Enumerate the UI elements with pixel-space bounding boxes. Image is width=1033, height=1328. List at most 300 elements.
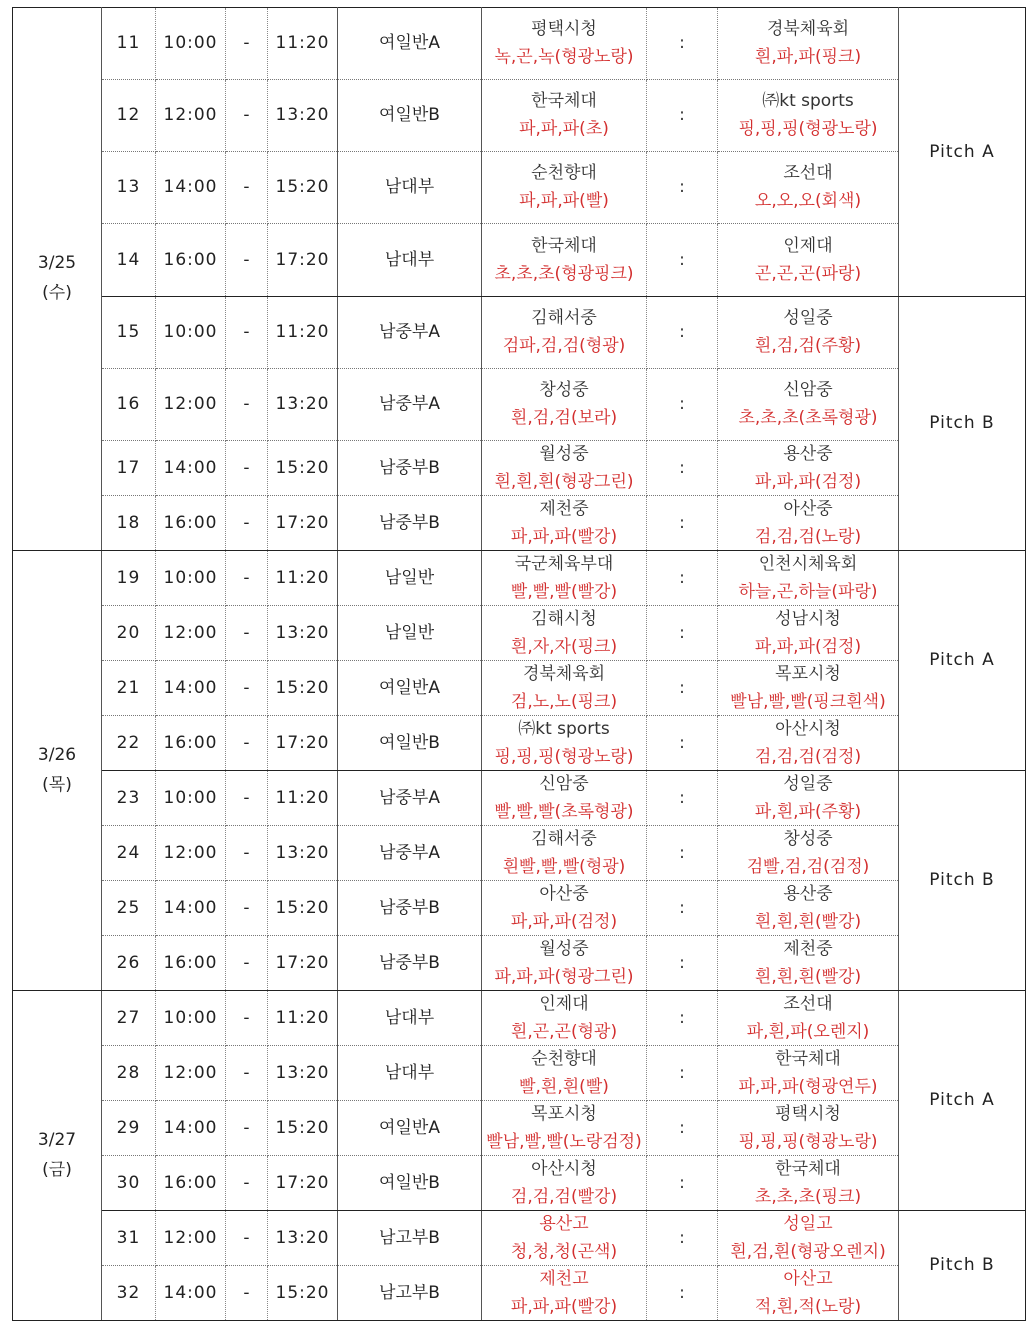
home-team-uniform: 빨,빨,빨(초록형광) [494,801,634,822]
away-team-cell [718,1101,899,1156]
match-row [13,441,1026,496]
match-weekday: (목) [42,774,72,795]
home-team-cell [482,606,647,661]
division: 남중부B [338,936,482,991]
home-team-name: 평택시청 [531,19,597,40]
division: 남대부 [338,991,482,1046]
time-dash: - [226,152,268,224]
start-time: 14:00 [156,881,226,936]
end-time: 15:20 [268,881,338,936]
match-number: 25 [102,881,156,936]
match-date: 3/25 [37,253,77,274]
away-team-uniform: 파,파,파(검정) [754,471,862,492]
away-team-uniform: 흰,파,파(핑크) [754,47,862,67]
end-time: 17:20 [268,224,338,297]
home-team-name: 한국체대 [531,91,597,112]
away-team-name: 성일중 [783,308,833,329]
match-row [13,606,1026,661]
match-row [13,1266,1026,1321]
match-number: 30 [102,1156,156,1211]
away-team-name: 한국체대 [775,1158,841,1179]
away-team-cell [718,661,899,716]
away-team-uniform: 흰,검,검(주황) [754,336,862,356]
end-time: 15:20 [268,661,338,716]
home-team-uniform: 흰,검,검(보라) [510,408,618,428]
pitch-label: Pitch B [899,1211,1026,1321]
away-team-cell [718,224,899,297]
home-team-cell [482,551,647,606]
pitch-label: Pitch A [899,8,1026,297]
home-team-name: 용산고 [539,1213,589,1234]
home-team-uniform: 파,파,파(빨) [519,191,609,211]
home-team-cell [482,80,647,152]
end-time: 17:20 [268,716,338,771]
away-team-uniform: 빨남,빨,빨(핑크흰색) [730,691,886,712]
away-team-name: 창성중 [783,828,833,849]
match-row [13,224,1026,297]
match-number: 27 [102,991,156,1046]
end-time: 17:20 [268,936,338,991]
home-team-uniform: 흰빨,빨,빨(형광) [502,856,626,877]
match-row [13,152,1026,224]
match-date-cell [13,991,102,1321]
match-number: 13 [102,152,156,224]
away-team-uniform: 곤,곤,곤(파랑) [754,263,862,284]
away-team-name: 경북체육회 [766,19,850,40]
versus-separator: : [647,991,718,1046]
away-team-cell [718,771,899,826]
home-team-name: 아산시청 [531,1158,597,1179]
home-team-uniform: 파,파,파(검정) [510,911,618,932]
match-row [13,496,1026,551]
home-team-cell [482,1156,647,1211]
home-team-cell [482,1101,647,1156]
time-dash: - [226,1266,268,1321]
match-number: 28 [102,1046,156,1101]
division: 남대부 [338,1046,482,1101]
pitch-label: Pitch A [899,551,1026,771]
away-team-cell [718,441,899,496]
start-time: 14:00 [156,152,226,224]
match-number: 22 [102,716,156,771]
match-date-cell [13,551,102,991]
home-team-cell [482,936,647,991]
home-team-name: 월성중 [539,443,589,464]
home-team-cell [482,771,647,826]
home-team-cell [482,441,647,496]
start-time: 16:00 [156,224,226,297]
home-team-cell [482,224,647,297]
home-team-uniform: 빨,빨,빨(빨강) [510,581,618,602]
home-team-cell [482,826,647,881]
home-team-name: 순천향대 [531,163,597,184]
away-team-name: 조선대 [783,163,833,184]
away-team-cell [718,606,899,661]
end-time: 13:20 [268,606,338,661]
division: 여일반A [338,8,482,80]
away-team-cell [718,1266,899,1321]
home-team-cell [482,496,647,551]
versus-separator: : [647,297,718,369]
away-team-cell [718,297,899,369]
home-team-name: 아산중 [539,883,589,904]
match-schedule-table [12,7,1026,1321]
home-team-uniform: 흰,곤,곤(형광) [510,1021,618,1042]
versus-separator: : [647,826,718,881]
start-time: 14:00 [156,1101,226,1156]
start-time: 12:00 [156,1211,226,1266]
start-time: 16:00 [156,1156,226,1211]
away-team-name: 인천시체육회 [758,553,858,574]
home-team-name: 한국체대 [531,235,597,256]
home-team-cell [482,1266,647,1321]
time-dash: - [226,936,268,991]
time-dash: - [226,826,268,881]
start-time: 12:00 [156,1046,226,1101]
match-number: 11 [102,8,156,80]
match-number: 26 [102,936,156,991]
away-team-name: 용산중 [783,883,833,904]
start-time: 16:00 [156,496,226,551]
home-team-uniform: 흰,자,자(핑크) [510,636,618,657]
match-weekday: (수) [42,283,72,303]
home-team-name: 월성중 [539,938,589,959]
time-dash: - [226,8,268,80]
time-dash: - [226,369,268,441]
away-team-uniform: 흰,검,흰(형광오렌지) [730,1241,886,1262]
match-row [13,1101,1026,1156]
division: 남일반 [338,606,482,661]
away-team-uniform: 핑,핑,핑(형광노랑) [738,119,878,139]
time-dash: - [226,80,268,152]
away-team-uniform: 핑,핑,핑(형광노랑) [738,1131,878,1152]
away-team-name: 조선대 [783,993,833,1014]
versus-separator: : [647,441,718,496]
start-time: 10:00 [156,8,226,80]
home-team-uniform: 검,검,검(빨강) [510,1186,618,1207]
end-time: 11:20 [268,8,338,80]
away-team-uniform: 검,검,검(검정) [754,746,862,767]
pitch-label: Pitch A [899,991,1026,1211]
start-time: 12:00 [156,369,226,441]
away-team-name: 아산시청 [775,718,841,739]
match-number: 32 [102,1266,156,1321]
start-time: 10:00 [156,297,226,369]
division: 여일반B [338,1156,482,1211]
division: 남중부A [338,826,482,881]
match-number: 16 [102,369,156,441]
start-time: 14:00 [156,441,226,496]
match-number: 20 [102,606,156,661]
time-dash: - [226,1101,268,1156]
away-team-name: 성일고 [783,1213,833,1234]
start-time: 10:00 [156,991,226,1046]
end-time: 11:20 [268,297,338,369]
time-dash: - [226,551,268,606]
time-dash: - [226,606,268,661]
home-team-uniform: 검,노,노(핑크) [510,691,618,712]
home-team-name: 순천향대 [531,1048,597,1069]
away-team-uniform: 초,초,초(초록형광) [738,408,878,428]
away-team-name: 신암중 [783,380,833,401]
away-team-name: 한국체대 [775,1048,841,1069]
start-time: 14:00 [156,1266,226,1321]
end-time: 17:20 [268,1156,338,1211]
match-row [13,826,1026,881]
versus-separator: : [647,224,718,297]
match-row [13,936,1026,991]
time-dash: - [226,1156,268,1211]
division: 여일반B [338,716,482,771]
home-team-cell [482,297,647,369]
match-number: 21 [102,661,156,716]
time-dash: - [226,496,268,551]
away-team-cell [718,369,899,441]
division: 남중부A [338,297,482,369]
match-date: 3/26 [37,744,77,765]
away-team-name: 평택시청 [775,1103,841,1124]
away-team-uniform: 파,파,파(형광연두) [738,1076,878,1097]
away-team-cell [718,8,899,80]
division: 남중부B [338,496,482,551]
away-team-name: 인제대 [783,235,833,256]
versus-separator: : [647,1266,718,1321]
home-team-uniform: 청,청,청(곤색) [510,1241,618,1262]
away-team-cell [718,551,899,606]
time-dash: - [226,661,268,716]
home-team-cell [482,152,647,224]
end-time: 15:20 [268,152,338,224]
division: 남일반 [338,551,482,606]
end-time: 13:20 [268,1211,338,1266]
away-team-uniform: 흰,흰,흰(빨강) [754,966,862,987]
versus-separator: : [647,771,718,826]
match-number: 24 [102,826,156,881]
time-dash: - [226,441,268,496]
match-row [13,80,1026,152]
start-time: 14:00 [156,661,226,716]
away-team-cell [718,80,899,152]
division: 남중부A [338,771,482,826]
away-team-uniform: 파,흰,파(오렌지) [746,1021,870,1042]
away-team-cell [718,1211,899,1266]
home-team-cell [482,716,647,771]
match-date-cell [13,8,102,551]
versus-separator: : [647,1211,718,1266]
match-number: 18 [102,496,156,551]
away-team-name: 용산중 [783,443,833,464]
match-row [13,297,1026,369]
end-time: 15:20 [268,1101,338,1156]
end-time: 15:20 [268,441,338,496]
away-team-cell [718,1046,899,1101]
home-team-cell [482,8,647,80]
end-time: 11:20 [268,551,338,606]
home-team-name: 인제대 [539,993,589,1014]
division: 남중부B [338,441,482,496]
division: 여일반A [338,1101,482,1156]
home-team-name: 신암중 [539,773,589,794]
versus-separator: : [647,8,718,80]
start-time: 10:00 [156,771,226,826]
home-team-uniform: 빨남,빨,빨(노랑검정) [486,1131,642,1152]
versus-separator: : [647,716,718,771]
away-team-uniform: 초,초,초(핑크) [754,1186,862,1207]
away-team-cell [718,1156,899,1211]
division: 남대부 [338,152,482,224]
division: 남중부A [338,369,482,441]
away-team-uniform: 하늘,곤,하늘(파랑) [738,581,878,602]
home-team-uniform: 초,초,초(형광핑크) [494,263,634,284]
home-team-uniform: 핑,핑,핑(형광노랑) [494,746,634,767]
match-number: 15 [102,297,156,369]
home-team-uniform: 파,파,파(빨강) [510,1296,618,1317]
end-time: 17:20 [268,496,338,551]
home-team-uniform: 빨,흰,흰(빨) [519,1076,609,1097]
time-dash: - [226,991,268,1046]
home-team-name: 제천고 [539,1268,589,1289]
pitch-label: Pitch B [899,771,1026,991]
away-team-name: 아산중 [783,498,833,519]
away-team-uniform: 오,오,오(회색) [754,191,862,211]
match-row [13,8,1026,80]
division: 남고부B [338,1266,482,1321]
away-team-uniform: 흰,흰,흰(빨강) [754,911,862,932]
end-time: 15:20 [268,1266,338,1321]
home-team-cell [482,661,647,716]
home-team-uniform: 파,파,파(형광그린) [494,966,634,987]
time-dash: - [226,224,268,297]
away-team-uniform: 검,검,검(노랑) [754,526,862,547]
versus-separator: : [647,661,718,716]
match-number: 17 [102,441,156,496]
match-row [13,661,1026,716]
home-team-name: 국군체육부대 [514,553,614,574]
match-number: 31 [102,1211,156,1266]
division: 남고부B [338,1211,482,1266]
match-row [13,771,1026,826]
division: 여일반B [338,80,482,152]
end-time: 13:20 [268,80,338,152]
division: 남대부 [338,224,482,297]
home-team-cell [482,1211,647,1266]
away-team-cell [718,826,899,881]
match-number: 23 [102,771,156,826]
away-team-uniform: 검빨,검,검(검정) [746,856,870,877]
away-team-cell [718,936,899,991]
end-time: 11:20 [268,771,338,826]
pitch-label: Pitch B [899,297,1026,551]
time-dash: - [226,1046,268,1101]
home-team-name: 경북체육회 [522,663,606,684]
home-team-uniform: 검파,검,검(형광) [502,336,626,356]
match-row [13,716,1026,771]
time-dash: - [226,716,268,771]
match-row [13,991,1026,1046]
away-team-cell [718,991,899,1046]
home-team-name: 김해서중 [531,308,597,329]
versus-separator: : [647,606,718,661]
away-team-uniform: 파,흰,파(주황) [754,801,862,822]
home-team-name: 제천중 [539,498,589,519]
home-team-uniform: 파,파,파(초) [519,119,609,139]
match-row [13,369,1026,441]
away-team-uniform: 파,파,파(검정) [754,636,862,657]
match-row [13,1211,1026,1266]
match-row [13,551,1026,606]
match-weekday: (금) [42,1159,72,1180]
home-team-name: 목포시청 [531,1103,597,1124]
versus-separator: : [647,152,718,224]
match-number: 29 [102,1101,156,1156]
away-team-cell [718,496,899,551]
versus-separator: : [647,1156,718,1211]
away-team-name: 성남시청 [775,608,841,629]
match-number: 14 [102,224,156,297]
start-time: 12:00 [156,826,226,881]
away-team-name: 아산고 [783,1268,833,1289]
time-dash: - [226,1211,268,1266]
away-team-name: 제천중 [783,938,833,959]
match-date: 3/27 [37,1129,77,1150]
away-team-cell [718,716,899,771]
home-team-uniform: 파,파,파(빨강) [510,526,618,547]
start-time: 16:00 [156,716,226,771]
versus-separator: : [647,881,718,936]
away-team-uniform: 적,흰,적(노랑) [754,1296,862,1317]
home-team-name: ㈜kt sports [518,718,610,739]
end-time: 13:20 [268,826,338,881]
home-team-name: 김해서중 [531,828,597,849]
home-team-cell [482,1046,647,1101]
home-team-uniform: 흰,흰,흰(형광그린) [494,471,634,492]
home-team-name: 김해시청 [531,608,597,629]
home-team-name: 창성중 [539,380,589,401]
home-team-cell [482,991,647,1046]
home-team-cell [482,369,647,441]
versus-separator: : [647,80,718,152]
away-team-cell [718,152,899,224]
division: 여일반A [338,661,482,716]
versus-separator: : [647,1101,718,1156]
start-time: 16:00 [156,936,226,991]
time-dash: - [226,297,268,369]
versus-separator: : [647,551,718,606]
time-dash: - [226,881,268,936]
match-row [13,881,1026,936]
end-time: 13:20 [268,1046,338,1101]
home-team-uniform: 녹,곤,녹(형광노랑) [494,47,634,67]
away-team-name: ㈜kt sports [762,91,854,112]
time-dash: - [226,771,268,826]
end-time: 11:20 [268,991,338,1046]
match-number: 12 [102,80,156,152]
versus-separator: : [647,1046,718,1101]
match-row [13,1046,1026,1101]
away-team-name: 성일중 [783,773,833,794]
away-team-cell [718,881,899,936]
division: 남중부B [338,881,482,936]
away-team-name: 목포시청 [775,663,841,684]
home-team-cell [482,881,647,936]
match-row [13,1156,1026,1211]
end-time: 13:20 [268,369,338,441]
versus-separator: : [647,496,718,551]
versus-separator: : [647,369,718,441]
start-time: 12:00 [156,606,226,661]
match-number: 19 [102,551,156,606]
start-time: 10:00 [156,551,226,606]
